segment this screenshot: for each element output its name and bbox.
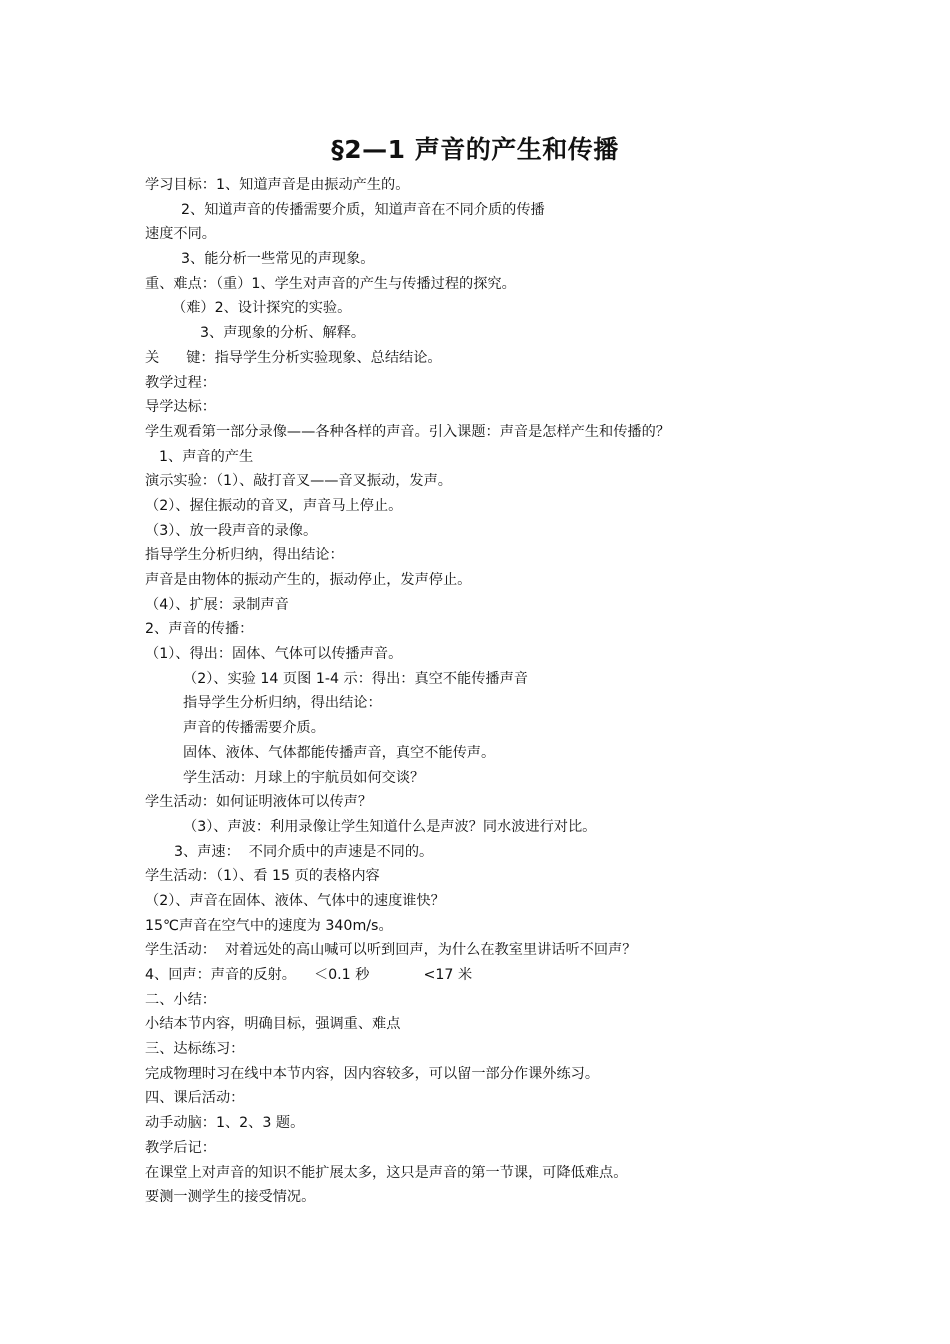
text-line: 4、回声：声音的反射。 ＜0.1 秒 <17 米 (145, 967, 473, 983)
text-line: 15℃声音在空气中的速度为 340m/s。 (145, 917, 393, 934)
text-line: 声音是由物体的振动产生的，振动停止，发声停止。 (145, 572, 472, 588)
text-line: 二、小结： (145, 991, 216, 1008)
document-body (145, 173, 845, 1210)
text-line: 完成物理时习在线中本节内容，因内容较多，可以留一部分作课外练习。 (145, 1065, 600, 1082)
text-line: 三、达标练习： (145, 1041, 245, 1058)
text-line: 速度不同。 (145, 226, 216, 243)
text-line: 学生活动：（1）、看 15 页的表格内容 (145, 868, 380, 885)
text-line: 演示实验：（1）、敲打音叉——音叉振动，发声。 (145, 473, 452, 490)
text-line: （难）2、设计探究的实验。 (172, 300, 352, 317)
text-line: （1）、得出：固体、气体可以传播声音。 (145, 646, 403, 663)
text-line: （3）、放一段声音的录像。 (145, 522, 318, 539)
text-line: 四、课后活动： (145, 1090, 245, 1107)
text-line: 2、知道声音的传播需要介质，知道声音在不同介质的传播 (181, 201, 545, 218)
text-line: （3）、声波：利用录像让学生知道什么是声波？同水波进行对比。 (183, 818, 597, 835)
text-line: 动手动脑：1、2、3 题。 (145, 1115, 305, 1132)
text-line: 3、声速： 不同介质中的声速是不同的。 (174, 843, 434, 860)
text-line: （2）、握住振动的音叉，声音马上停止。 (145, 497, 403, 514)
text-line: 3、能分析一些常见的声现象。 (181, 251, 375, 268)
text-line: 声音的传播需要介质。 (183, 720, 325, 737)
text-line: 重、难点：（重）1、学生对声音的产生与传播过程的探究。 (145, 275, 516, 292)
text-line: 学习目标：1、知道声音是由振动产生的。 (145, 177, 410, 193)
text-line: （4）、扩展：录制声音 (145, 596, 289, 613)
text-line: 导学达标： (145, 399, 216, 416)
text-line: 学生观看第一部分录像——各种各样的声音。引入课题：声音是怎样产生和传播的？ (145, 423, 670, 440)
text-line: 固体、液体、气体都能传播声音，真空不能传声。 (183, 744, 496, 761)
text-line: 要测一测学生的接受情况。 (145, 1189, 316, 1206)
text-line: （2）、声音在固体、液体、气体中的速度谁快？ (145, 892, 445, 909)
text-line: 小结本节内容，明确目标，强调重、难点 (145, 1016, 401, 1033)
text-line: 3、声现象的分析、解释。 (200, 325, 366, 342)
text-line: 教学后记： (145, 1139, 216, 1156)
text-line: 教学过程： (145, 374, 216, 391)
text-line: 1、声音的产生 (159, 448, 254, 465)
text-line: 2、声音的传播： (145, 621, 254, 638)
text-line: 学生活动：月球上的宇航员如何交谈？ (183, 769, 425, 786)
text-line: 学生活动：如何证明液体可以传声？ (145, 794, 373, 811)
document-title: §2—1 声音的产生和传播 (331, 135, 619, 164)
text-line: 在课堂上对声音的知识不能扩展太多，这只是声音的第一节课，可降低难点。 (145, 1164, 628, 1181)
text-line: 关 键：指导学生分析实验现象、总结结论。 (145, 349, 442, 366)
text-line: 学生活动： 对着远处的高山喊可以听到回声，为什么在教室里讲话听不回声？ (145, 942, 637, 959)
text-line: 指导学生分析归纳，得出结论： (183, 695, 382, 712)
text-line: 指导学生分析归纳，得出结论： (145, 547, 344, 564)
text-line: （2）、实验 14 页图 1-4 示：得出：真空不能传播声音 (183, 670, 528, 687)
